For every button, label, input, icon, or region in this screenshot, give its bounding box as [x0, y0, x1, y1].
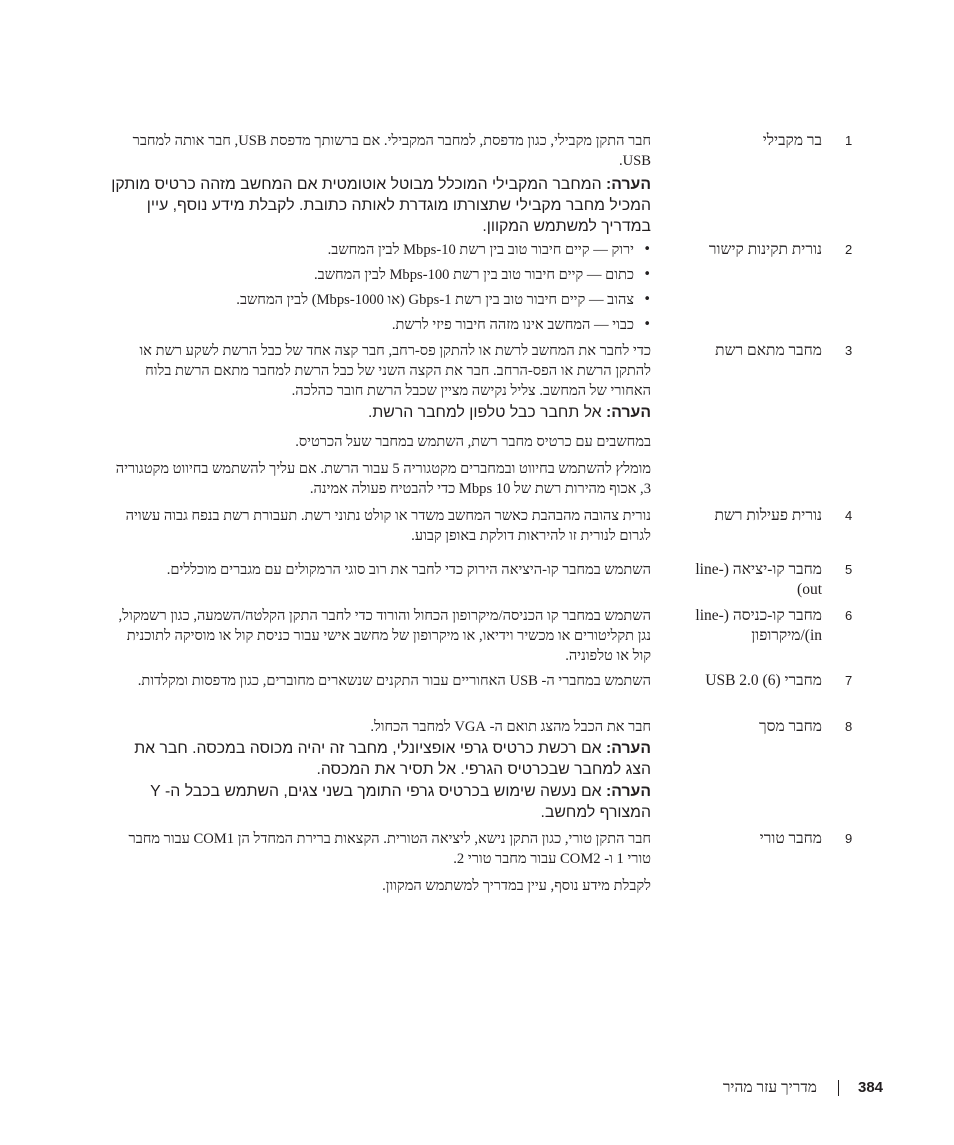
description-text: חבר התקן מקבילי, כגון מדפסת, למחבר המקבילי. אם ברשותך מדפסת USB, חבר אותה למחבר USB. — [132, 133, 651, 169]
footer-divider — [838, 1080, 839, 1096]
connector-name: מחבר טורי — [759, 830, 822, 847]
note — [106, 174, 651, 237]
note — [106, 738, 651, 780]
row-number: 1 — [845, 133, 853, 148]
note-label: הערה: — [605, 176, 651, 193]
page-number: 384 — [858, 1079, 884, 1096]
description-text: השתמש במחברי ה- USB האחוריים עבור התקנים שנשארים מחוברים, כגון מדפסות ומקלדות. — [137, 673, 651, 689]
description-text: מומלץ להשתמש בחיווט ובמחברים מקטגוריה 5 עבור הרשת. אם עליך להשתמש בחיווט מקטגוריה 3, אכוף מהירות רשת של 10 Mbps כדי להבטיח פעולה אמינה. — [115, 461, 651, 497]
connector-description — [106, 506, 651, 546]
row-number: 8 — [845, 719, 853, 734]
note — [106, 402, 651, 423]
description-text: כדי לחבר את המחשב לרשת או להתקן פס-רחב, חבר קצה אחד של כבל הרשת לשקע רשת או להתקן הרשת או הפס-הרחב. חבר את הקצה השני של כבל הרשת למחבר מתאם הרשת בלוח האחורי של המחשב. צליל נקישה מציין שכבל הרשת חובר כהלכה. — [139, 343, 651, 399]
connector-name: מחברי USB 2.0 (6) — [705, 672, 822, 689]
connector-name: מחבר מסך — [759, 718, 822, 735]
connector-description — [106, 131, 651, 237]
list-item: • כבוי — המחשב אינו מזהה חיבור פיזי לרשת. — [106, 315, 651, 335]
row-number: 4 — [845, 508, 853, 523]
description-text: השתמש במחבר קו-היציאה הירוק כדי לחבר את רוב סוגי הרמקולים עם מגברים מוכללים. — [166, 562, 651, 578]
row-number: 2 — [845, 242, 853, 257]
note-text: אל תחבר כבל טלפון למחבר הרשת. — [368, 404, 606, 421]
connector-name: מחבר קו-יציאה (line-out) — [695, 561, 822, 598]
note-label: הערה: — [605, 740, 651, 757]
note-label: הערה: — [605, 783, 651, 800]
connector-description — [106, 717, 651, 823]
row-number: 6 — [845, 608, 853, 623]
list-item: • צהוב — קיים חיבור טוב בין רשת 1-Gbps (או 1000-Mbps) לבין המחשב. — [106, 290, 651, 310]
footer-title: מדריך עזר מהיר — [722, 1079, 817, 1096]
note-label: הערה: — [605, 404, 651, 421]
row-number: 3 — [845, 343, 853, 358]
description-text: השתמש במחבר קו הכניסה/מיקרופון הכחול והורוד כדי לחבר התקן הקלטה/השמעה, כגון רשמקול, נגן תקליטורים או מכשיר וידיאו, או מיקרופון של מחשב אישי עבור כניסת קול או מוסיקה לתוכנית קול או טלפוניה. — [118, 608, 651, 664]
connector-description — [106, 560, 651, 580]
connector-name: נורית תקינות קישור — [708, 241, 822, 258]
description-text: נורית צהובה מהבהבת כאשר המחשב משדר או קולט נתוני רשת. תעבורת רשת בנפח גבוה עשויה לגרום לנורית זו להיראות דולקת באופן קבוע. — [125, 508, 651, 544]
row-number: 9 — [845, 831, 853, 846]
note-text: אם נעשה שימוש בכרטיס גרפי התומך בשני צגים, השתמש בכבל ה- Y המצורף למחשב. — [150, 783, 651, 821]
description-text: חבר את הכבל מהצג תואם ה- VGA למחבר הכחול. — [370, 719, 651, 735]
connector-description — [106, 240, 651, 335]
connector-description — [106, 829, 651, 896]
connector-description — [106, 606, 651, 666]
list-item: • ירוק — קיים חיבור טוב בין רשת 10-Mbps לבין המחשב. — [106, 240, 651, 260]
description-text: לקבלת מידע נוסף, עיין במדריך למשתמש המקוון. — [382, 878, 651, 894]
list-item: • כתום — קיים חיבור טוב בין רשת 100-Mbps לבין המחשב. — [106, 265, 651, 285]
note-text: אם רכשת כרטיס גרפי אופציונלי, מחבר זה יהיה מכוסה במכסה. חבר את הצג למחבר שבכרטיס הגרפי. אל תסיר את המכסה. — [134, 740, 651, 778]
row-number: 5 — [845, 562, 853, 577]
connector-description — [106, 341, 651, 499]
connector-name: נורית פעילות רשת — [714, 507, 822, 524]
note — [106, 781, 651, 823]
description-text: חבר התקן טורי, כגון התקן נישא, ליציאה הטורית. הקצאות ברירת המחדל הן COM1 עבור מחבר טורי 1 ו- COM2 עבור מחבר טורי 2. — [128, 831, 651, 867]
description-text: במחשבים עם כרטיס מחבר רשת, השתמש במחבר שעל הכרטיס. — [295, 434, 651, 450]
connector-name: בר מקבילי — [762, 132, 822, 149]
connector-description — [106, 671, 651, 691]
connector-name: מחבר מתאם רשת — [715, 342, 822, 359]
row-number: 7 — [845, 673, 853, 688]
connector-name: מחבר קו-כניסה (line-in)/מיקרופון — [695, 607, 822, 644]
note-text: המחבר המקבילי המוכלל מבוטל אוטומטית אם המחשב מזהה כרטיס מותקן המכיל מחבר מקבילי שתצורתו מוגדרת לאותה כתובת. לקבלת מידע נוסף, עיין במדריך למשתמש המקוון. — [111, 176, 651, 235]
